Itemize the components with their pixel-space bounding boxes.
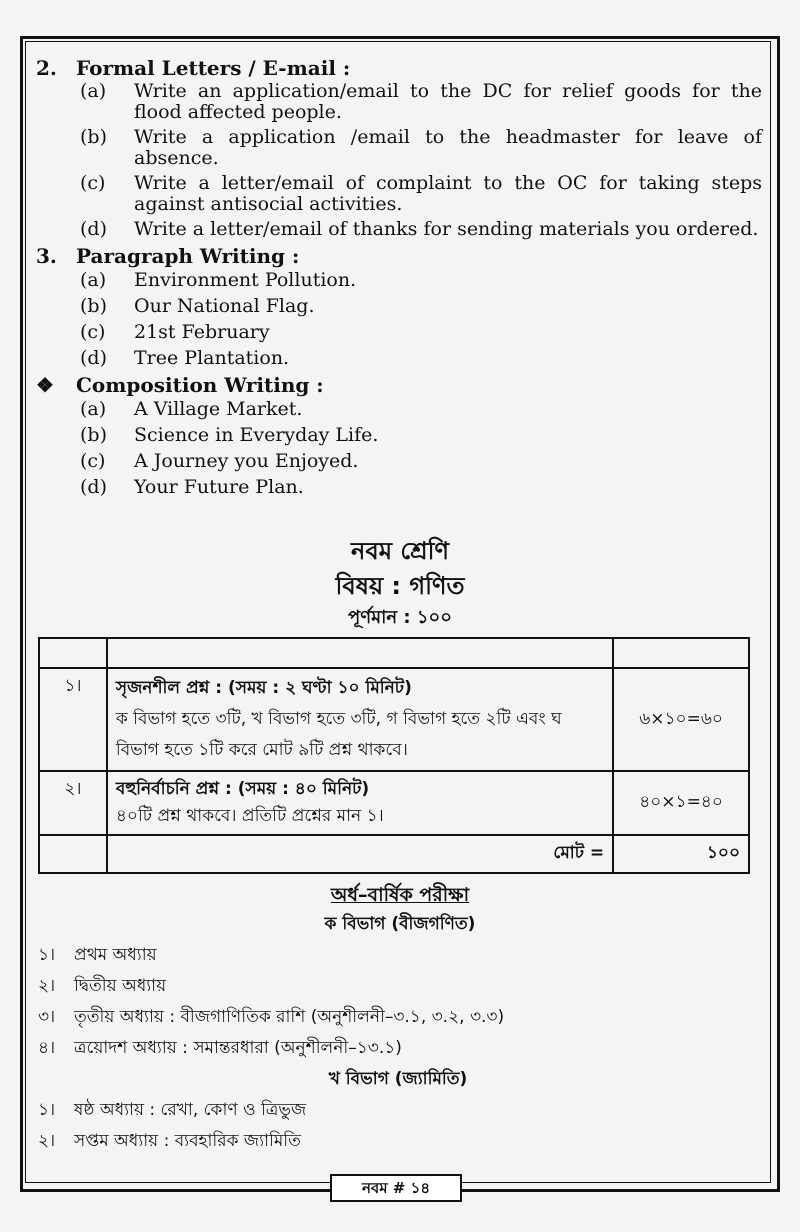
list-item: (c) 21st February bbox=[80, 321, 270, 343]
section-heading bbox=[36, 373, 762, 398]
list-item: (b) Write a application /email to the headmaster for leave of absence. bbox=[80, 126, 762, 169]
row-description: ৪০টি প্রশ্ন থাকবে। প্রতিটি প্রশ্নের মান ১। bbox=[115, 806, 384, 826]
list-item: (a) Write an application/email to the DC for relief goods for the flood affected people. bbox=[80, 80, 762, 123]
list-item: ১। ষষ্ঠ অধ্যায় : রেখা, কোণ ও ত্রিভুজ bbox=[38, 1100, 307, 1120]
row-number: ২। bbox=[39, 771, 107, 835]
row-title: সৃজনশীল প্রশ্ন : (সময় : ২ ঘণ্টা ১০ মিনিট) bbox=[115, 678, 412, 698]
table-row bbox=[39, 638, 749, 668]
list-item: (d) Your Future Plan. bbox=[80, 476, 304, 498]
table-row bbox=[39, 835, 749, 873]
row-number: ১। bbox=[39, 668, 107, 771]
section-number: 3. bbox=[36, 244, 57, 268]
row-marks: ৪০×১=৪০ bbox=[613, 771, 749, 835]
full-marks: পূর্ণমান : ১০০ bbox=[348, 607, 452, 628]
section-heading bbox=[36, 244, 762, 269]
list-item: ২। দ্বিতীয় অধ্যায় bbox=[38, 976, 167, 996]
list-item: (d) Write a letter/email of thanks for sending materials you ordered. bbox=[80, 218, 759, 240]
table-row bbox=[39, 668, 749, 771]
syllabus-ka bbox=[38, 940, 758, 1157]
section-title: Formal Letters / E-mail : bbox=[76, 56, 351, 80]
row-title: বহুনির্বাচনি প্রশ্ন : (সময় : ৪০ মিনিট) bbox=[115, 779, 370, 799]
section-ka-title: ক বিভাগ (বীজগণিত) bbox=[324, 914, 476, 934]
section-heading bbox=[36, 56, 762, 81]
row-marks: ৬×১০=৬০ bbox=[613, 668, 749, 771]
diamond-bullet-icon: ❖ bbox=[36, 373, 54, 397]
total-label: মোট = bbox=[107, 835, 613, 873]
section-kha-title: খ বিভাগ (জ্যামিতি) bbox=[328, 1069, 468, 1089]
subject-title: বিষয় : গণিত bbox=[335, 572, 465, 600]
total-value: ১০০ bbox=[613, 835, 749, 873]
list-item: ৩। তৃতীয় অধ্যায় : বীজগাণিতিক রাশি (অনুশীলনী–৩.১, ৩.২, ৩.৩) bbox=[38, 1007, 505, 1027]
english-syllabus bbox=[36, 56, 762, 502]
page-number-badge: নবম # ১৪ bbox=[330, 1174, 462, 1202]
class-title: নবম শ্রেণি bbox=[351, 537, 449, 565]
list-item: ৪। ত্রয়োদশ অধ্যায় : সমান্তরধারা (অনুশীলনী–১৩.১) bbox=[38, 1038, 402, 1058]
section-title: Composition Writing : bbox=[76, 373, 324, 397]
exam-title: অর্ধ–বার্ষিক পরীক্ষা bbox=[330, 884, 470, 906]
list-item: (b) Science in Everyday Life. bbox=[80, 424, 379, 446]
section-number: 2. bbox=[36, 56, 57, 80]
math-header bbox=[0, 534, 800, 632]
list-item: (a) Environment Pollution. bbox=[80, 269, 357, 291]
list-item: ১। প্রথম অধ্যায় bbox=[38, 945, 157, 965]
marks-table bbox=[38, 637, 750, 874]
list-item: ২। সপ্তম অধ্যায় : ব্যবহারিক জ্যামিতি bbox=[38, 1131, 301, 1151]
list-item: (c) A Journey you Enjoyed. bbox=[80, 450, 359, 472]
table-row bbox=[39, 771, 749, 835]
row-description: ক বিভাগ হতে ৩টি, খ বিভাগ হতে ৩টি, গ বিভাগ হতে ২টি এবং ঘ বিভাগ হতে ১টি করে মোট ৯টি প্রশ্ন থাকবে। bbox=[115, 709, 562, 760]
section-title: Paragraph Writing : bbox=[76, 244, 300, 268]
list-item: (a) A Village Market. bbox=[80, 398, 303, 420]
list-item: (c) Write a letter/email of complaint to the OC for taking steps against antisocial activities. bbox=[80, 172, 762, 215]
list-item: (b) Our National Flag. bbox=[80, 295, 315, 317]
exam-header bbox=[0, 880, 800, 938]
list-item: (d) Tree Plantation. bbox=[80, 347, 290, 369]
